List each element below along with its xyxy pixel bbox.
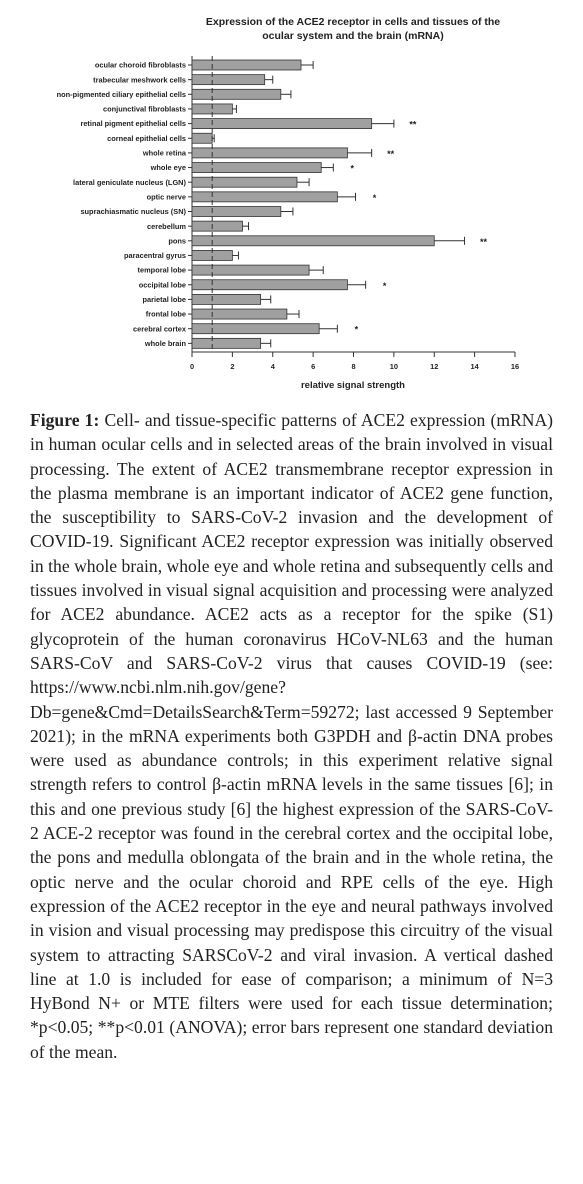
x-tick-label: 2 [230, 362, 235, 371]
bar [192, 324, 319, 334]
category-label: conjunctival fibroblasts [103, 104, 186, 114]
significance-marker: * [350, 163, 355, 174]
x-tick-label: 10 [389, 362, 398, 371]
x-axis-label: relative signal strength [300, 380, 406, 391]
bar [192, 75, 265, 85]
bar [192, 280, 347, 290]
bar [192, 119, 372, 129]
significance-marker: ** [480, 236, 488, 247]
category-label: parietal lobe [142, 295, 186, 304]
bar [192, 309, 287, 319]
bar [192, 133, 212, 143]
category-label: retinal pigment epithelial cells [80, 119, 186, 129]
chart [0, 0, 583, 400]
figure-caption [30, 408, 553, 1064]
category-label: temporal lobe [137, 265, 186, 275]
bar [192, 89, 281, 99]
category-label: optic nerve [146, 192, 186, 202]
category-label: cerebral cortex [133, 324, 186, 334]
significance-marker: ** [409, 119, 417, 130]
significance-marker: * [372, 192, 377, 203]
bar [192, 207, 281, 217]
bar [192, 163, 321, 173]
category-label: whole eye [150, 163, 186, 173]
x-tick-label: 0 [189, 362, 195, 371]
category-label: occipital lobe [138, 280, 186, 290]
bar [192, 265, 309, 275]
figure-label: Figure 1: [30, 410, 100, 430]
category-label: non-pigmented ciliary epithelial cells [56, 89, 186, 99]
bar [192, 221, 242, 231]
category-label: paracentral gyrus [123, 251, 186, 261]
caption-text: Cell- and tissue-specific patterns of ACE2 expression (mRNA) in human ocular cells and in selected areas of the brain involved in visual processing. The extent of ACE2 transmembrane receptor expression in the plasma membrane is an important indicator of ACE2 gene function, the susceptibility to SARS-CoV-2 invasion and the development of COVID-19. Significant ACE2 receptor expression was initially observed in the whole brain, whole eye and whole retina and subsequently cells and tissues involved in visual signal acquisition and processing were analyzed for ACE2 abundance. ACE2 acts as a receptor for the spike (S1) glycoprotein of the human coronavirus HCoV-NL63 and the human SARS-CoV and SARS-CoV-2 virus that causes COVID-19 (see: https://www.ncbi.nlm.nih.gov/gene?Db=gene&Cmd=DetailsSearch&Term=59272; last accessed 9 September 2021); in the mRNA experiments both G3PDH and β-actin DNA probes were used as abundance controls; in this experiment relative signal strength refers to control β-actin mRNA levels in the same tissues [6]; in this and one previous study [6] the highest expression of the SARS-CoV-2 ACE-2 receptor was found in the cerebral cortex and the occipital lobe, the pons and medulla oblongata of the brain and in the whole retina, the optic nerve and the ocular choroid and RPE cells of the eye. High expression of the ACE2 receptor in the eye and neural pathways involved in vision and visual processing may predispose this circuitry of the visual system to attracting SARSCoV-2 and viral invasion. A vertical dashed line at 1.0 is included for ease of comparison; a minimum of N=3 HyBond N+ or MTE filters were used for each tissue determination; *p<0.05; **p<0.01 (ANOVA); error bars represent one standard deviation of the mean. [30, 410, 554, 1062]
bar [192, 148, 347, 158]
category-label: lateral geniculate nucleus (LGN) [73, 177, 186, 187]
category-label: frontal lobe [145, 309, 186, 319]
category-label: trabecular meshwork cells [93, 75, 186, 85]
x-tick-label: 16 [510, 362, 520, 371]
category-label: whole brain [144, 338, 186, 348]
category-label: ocular choroid fibroblasts [94, 60, 186, 70]
x-tick-label: 8 [351, 362, 356, 371]
plot-area [57, 56, 519, 371]
significance-marker: * [382, 280, 387, 291]
chart-title-line-1: Expression of the ACE2 receptor in cells and tissues of the [205, 16, 501, 28]
bar [192, 294, 261, 304]
x-tick-label: 4 [270, 362, 275, 371]
significance-marker: * [354, 324, 359, 335]
chart-title-line-2: ocular system and the brain (mRNA) [262, 30, 444, 42]
bar [192, 192, 337, 202]
x-tick-label: 12 [430, 362, 439, 371]
bar [192, 177, 297, 187]
bar [192, 236, 434, 246]
significance-marker: ** [387, 148, 395, 159]
x-tick-label: 6 [311, 362, 316, 371]
category-label: whole retina [142, 148, 186, 158]
bar [192, 60, 301, 70]
category-label: corneal epithelial cells [107, 133, 186, 143]
x-tick-label: 14 [470, 362, 479, 371]
bar [192, 338, 261, 348]
category-label: pons [168, 236, 186, 246]
category-label: suprachiasmatic nucleus (SN) [80, 207, 186, 217]
category-label: cerebellum [146, 221, 186, 231]
